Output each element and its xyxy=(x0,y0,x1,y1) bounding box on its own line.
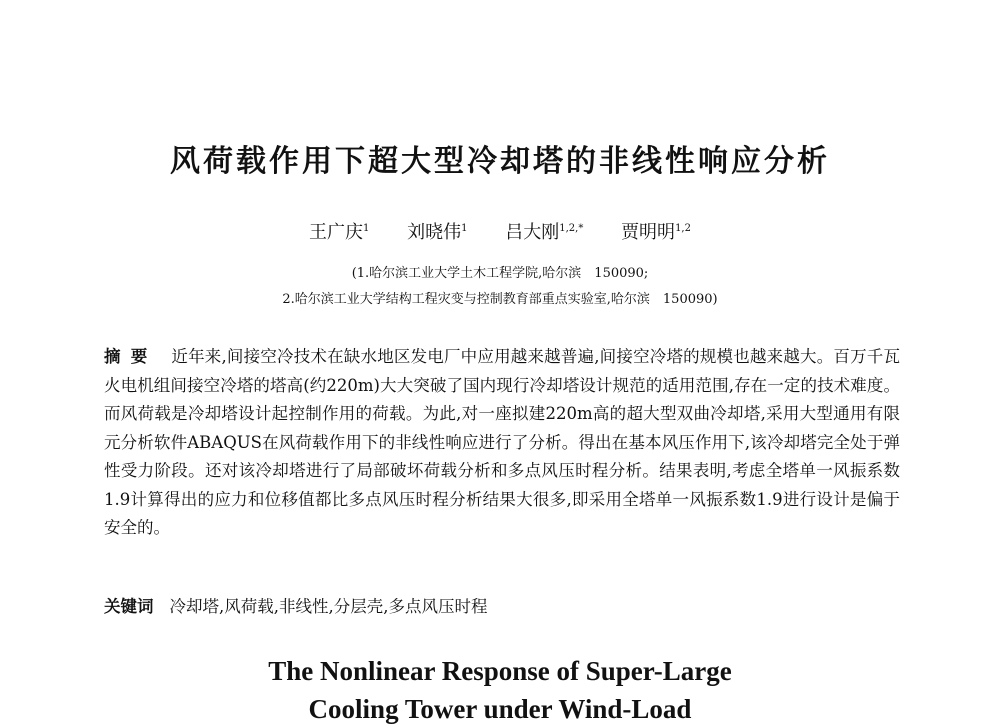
english-title xyxy=(0,652,1000,728)
author-name: 王广庆 xyxy=(309,222,364,243)
author-affil-mark: 1,2,* xyxy=(559,223,584,234)
chinese-title: 风荷载作用下超大型冷却塔的非线性响应分析 xyxy=(170,144,830,179)
author-1 xyxy=(309,222,369,243)
author-name: 刘晓伟 xyxy=(407,222,462,243)
keywords-label: 关键词 xyxy=(104,597,154,616)
author-list xyxy=(0,218,1000,244)
author-4 xyxy=(621,222,691,243)
english-title-line-1: The Nonlinear Response of Super-Large xyxy=(268,656,732,686)
author-affil-mark: 1 xyxy=(363,223,370,234)
author-name: 贾明明 xyxy=(621,222,676,243)
affiliation-2: 2.哈尔滨工业大学结构工程灾变与控制教育部重点实验室,哈尔滨 150090) xyxy=(282,292,718,307)
author-affil-mark: 1 xyxy=(461,223,468,234)
affiliation-1: (1.哈尔滨工业大学土木工程学院,哈尔滨 150090; xyxy=(351,266,649,281)
abstract-label: 摘要 xyxy=(104,347,158,366)
author-3 xyxy=(505,222,583,243)
keywords-text: 冷却塔,风荷载,非线性,分层壳,多点风压时程 xyxy=(169,597,488,616)
abstract-text: 近年来,间接空冷技术在缺水地区发电厂中应用越来越普遍,间接空冷塔的规模也越来越大。百万千瓦火电机组间接空冷塔的塔高(约220m)大大突破了国内现行冷却塔设计规范的适用范围,存在一定的技术难度。而风荷载是冷却塔设计起控制作用的荷载。为此,对一座拟建220m高的超大型双曲冷却塔,采用大型通用有限元分析软件ABAQUS在风荷载作用下的非线性响应进行了分析。得出在基本风压作用下,该冷却塔完全处于弹性受力阶段。还对该冷却塔进行了局部破坏荷载分析和多点风压时程分析。结果表明,考虑全塔单一风振系数1.9计算得出的应力和位移值都比多点风压时程分析结果大很多,即采用全塔单一风振系数1.9进行设计是偏于安全的。 xyxy=(104,347,901,537)
author-name: 吕大刚 xyxy=(505,222,560,243)
english-title-line-2: Cooling Tower under Wind-Load xyxy=(308,694,692,724)
author-2 xyxy=(407,222,467,243)
author-affil-mark: 1,2 xyxy=(675,223,691,234)
keywords xyxy=(104,593,900,617)
abstract xyxy=(104,343,900,543)
